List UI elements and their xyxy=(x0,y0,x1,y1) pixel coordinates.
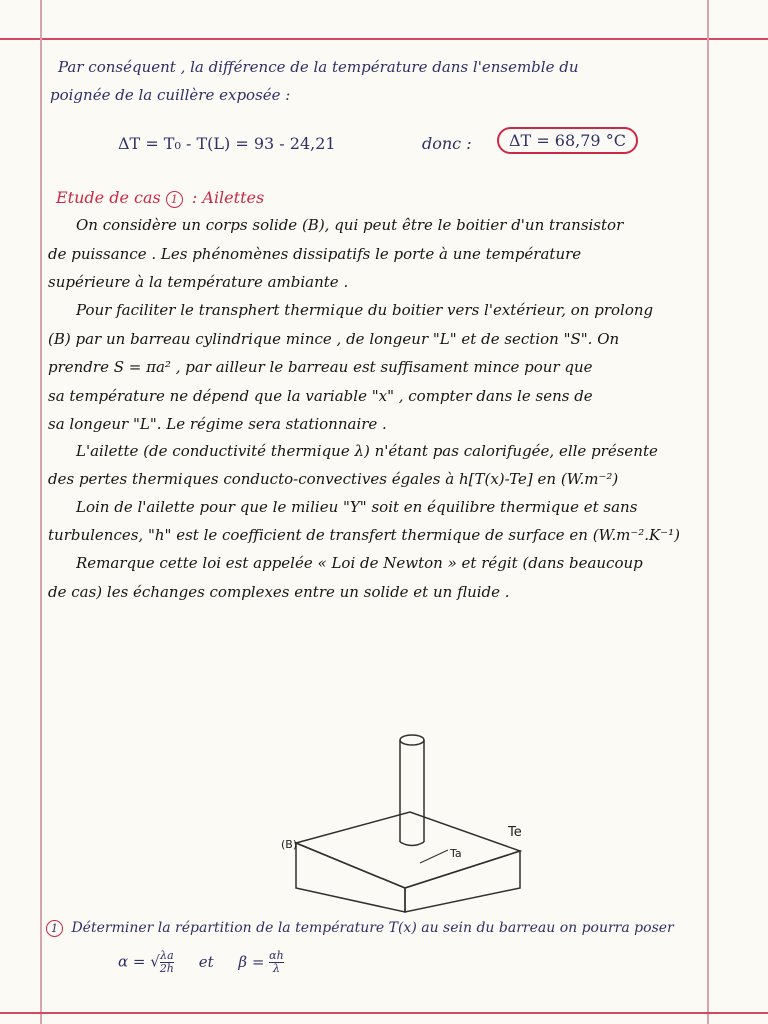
paragraph-line: prendre S = πa² , par ailleur le barreau est suffisament mince pour que xyxy=(48,358,593,376)
alpha-denominator: 2h xyxy=(159,962,174,975)
question-number: 1 xyxy=(46,920,63,937)
formula-conjunction: et xyxy=(198,952,214,971)
paragraph-line: Loin de l'ailette pour que le milieu "Y" soit en équilibre thermique et sans xyxy=(76,498,638,516)
rod-bottom-curve xyxy=(400,842,424,846)
question-line xyxy=(46,920,674,937)
paragraph-line: Pour faciliter le transphert thermique du boitier vers l'extérieur, on prolong xyxy=(76,301,654,319)
case-title-suffix: : Ailettes xyxy=(191,188,265,207)
boxed-result: ΔT = 68,79 °C xyxy=(497,127,638,154)
figure-label-b: (B) xyxy=(281,838,298,851)
paragraph-line: (B) par un barreau cylindrique mince , de longeur "L" et de section "S". On xyxy=(48,330,620,348)
formula-conjunction: donc : xyxy=(422,134,472,153)
paragraph-line: sa longeur "L". Le régime sera stationnaire . xyxy=(48,415,387,433)
paragraph-line: des pertes thermiques conducto-convectives égales à h[T(x)-Te] en (W.m⁻²) xyxy=(48,470,619,488)
figure-label-ta: Ta xyxy=(450,847,462,860)
paragraph-line: turbulences, "h" est le coefficient de transfert thermique de surface en (W.m⁻².K⁻¹) xyxy=(48,526,681,544)
paragraph-line: poignée de la cuillère exposée : xyxy=(50,86,291,104)
paragraph-line: de puissance . Les phénomènes dissipatifs le porte à une température xyxy=(48,245,582,263)
alpha-numerator: λa xyxy=(160,949,174,962)
figure-label-te: Te xyxy=(508,825,522,840)
block-top-face xyxy=(296,812,520,888)
beta-fraction xyxy=(269,950,284,975)
paragraph-line: On considère un corps solide (B), qui peut être le boitier d'un transistor xyxy=(76,216,624,234)
beta-denominator: λ xyxy=(272,962,280,975)
block-side-face xyxy=(405,851,520,912)
case-title-text: Etude de cas xyxy=(56,188,161,207)
paragraph-line: L'ailette (de conductivité thermique λ) n'étant pas calorifugée, elle présente xyxy=(76,442,658,460)
rod-top-ellipse xyxy=(400,735,424,745)
question-formulas: α = √ $\frac{\lambda a}{2h}$ et β = $\frac{\alpha h}{\lambda}$ xyxy=(118,949,284,975)
paragraph-line: Remarque cette loi est appelée « Loi de Newton » et régit (dans beaucoup xyxy=(76,554,643,572)
beta-prefix: β = xyxy=(238,952,265,971)
case-number: 1 xyxy=(166,191,183,208)
delta-t-formula: ΔT = T₀ - T(L) = 93 - 24,21 xyxy=(118,134,336,153)
ta-pointer xyxy=(420,850,448,863)
alpha-fraction xyxy=(160,950,174,975)
paragraph-line: sa température ne dépend que la variable "x" , compter dans le sens de xyxy=(48,387,593,405)
question-text: Déterminer la répartition de la température T(x) au sein du barreau on pourra poser xyxy=(71,920,674,936)
paragraph-line: supérieure à la température ambiante . xyxy=(48,273,349,291)
paragraph-line: Par conséquent , la différence de la température dans l'ensemble du xyxy=(58,58,579,76)
block-front-face xyxy=(296,843,405,912)
beta-numerator: αh xyxy=(269,949,284,962)
paragraph-line: de cas) les échanges complexes entre un solide et un fluide . xyxy=(48,583,510,601)
alpha-prefix: α = xyxy=(118,952,146,971)
